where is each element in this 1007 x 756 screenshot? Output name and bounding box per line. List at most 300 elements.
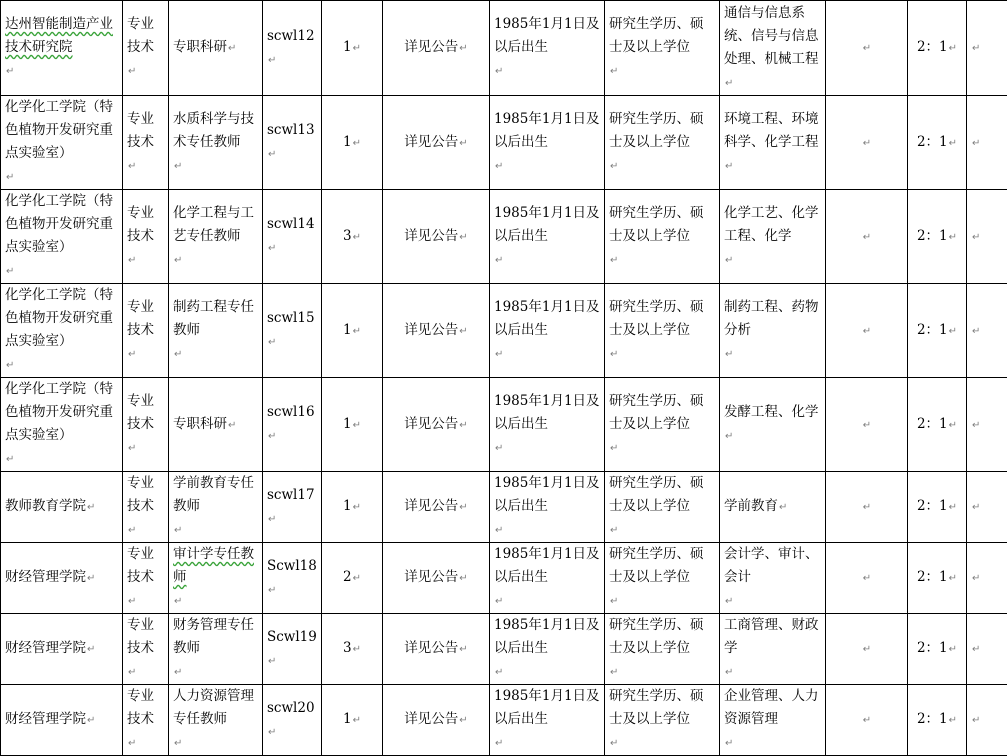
paragraph-mark-icon: ↵ [495, 443, 503, 454]
code-cell [263, 472, 322, 543]
paragraph-mark-icon: ↵ [863, 43, 871, 54]
count-cell [322, 472, 383, 543]
ratio-cell-text: 2：1 [917, 495, 948, 518]
paragraph-mark-icon: ↵ [87, 715, 95, 726]
paragraph-mark-icon: ↵ [972, 420, 980, 431]
category-cell-text: 专业技术 [127, 108, 164, 154]
paragraph-mark-icon: ↵ [972, 715, 980, 726]
age-cell-text: 详见公告 [404, 413, 458, 436]
unit-cell [1, 378, 123, 472]
position-cell-text: 专职科研 [173, 413, 227, 436]
position-cell [169, 96, 263, 190]
major-cell-text: 化学工艺、化学工程、化学 [724, 202, 821, 248]
education-cell-text: 研究生学历、硕士及以上学位 [609, 296, 715, 342]
major-cell [720, 378, 826, 472]
paragraph-mark-icon: ↵ [495, 255, 503, 266]
paragraph-mark-icon: ↵ [610, 443, 618, 454]
category-cell-text: 专业技术 [127, 543, 164, 589]
paragraph-mark-icon: ↵ [863, 138, 871, 149]
education-cell-text: 研究生学历、硕士及以上学位 [609, 685, 715, 731]
paragraph-mark-icon: ↵ [174, 596, 182, 607]
education-cell-text: 研究生学历、硕士及以上学位 [609, 108, 715, 154]
paragraph-mark-icon: ↵ [459, 502, 467, 513]
paragraph-mark-icon: ↵ [268, 55, 276, 66]
paragraph-mark-icon: ↵ [353, 138, 361, 149]
age-cell-text: 详见公告 [404, 36, 458, 59]
position-cell-text: 化学工程与工艺专任教师 [173, 202, 258, 248]
paragraph-mark-icon: ↵ [972, 502, 980, 513]
ratio-cell [908, 190, 967, 284]
paragraph-mark-icon: ↵ [863, 502, 871, 513]
category-cell [123, 190, 169, 284]
note-cell [967, 1, 1007, 96]
paragraph-mark-icon: ↵ [495, 525, 503, 536]
code-cell-text: Scwl19 [267, 626, 317, 649]
major-cell-text: 工商管理、财政学 [724, 614, 821, 660]
paragraph-mark-icon: ↵ [610, 255, 618, 266]
category-cell [123, 1, 169, 96]
position-cell [169, 190, 263, 284]
age-cell [383, 284, 490, 378]
major-cell-text: 发酵工程、化学 [724, 401, 819, 424]
age-cell-text: 详见公告 [404, 131, 458, 154]
paragraph-mark-icon: ↵ [949, 232, 957, 243]
age-cell [383, 378, 490, 472]
birth-cell [490, 96, 605, 190]
education-cell [605, 378, 720, 472]
birth-cell [490, 190, 605, 284]
count-cell-text: 1 [343, 708, 352, 731]
note-cell [967, 96, 1007, 190]
birth-cell-text: 1985年1月1日及以后出生 [494, 472, 600, 518]
count-cell-text: 1 [343, 495, 352, 518]
unit-cell-text: 化学化工学院（特色植物开发研究重点实验室） [5, 190, 118, 259]
paragraph-mark-icon: ↵ [863, 326, 871, 337]
paragraph-mark-icon: ↵ [174, 525, 182, 536]
category-cell [123, 685, 169, 756]
count-cell [322, 378, 383, 472]
paragraph-mark-icon: ↵ [459, 573, 467, 584]
paragraph-mark-icon: ↵ [863, 420, 871, 431]
table-row [1, 190, 1007, 284]
code-cell [263, 1, 322, 96]
paragraph-mark-icon: ↵ [128, 525, 136, 536]
position-cell [169, 1, 263, 96]
code-cell-text: scwl14 [267, 213, 315, 236]
paragraph-mark-icon: ↵ [6, 66, 14, 77]
code-cell-text: scwl12 [267, 25, 315, 48]
category-cell-text: 专业技术 [127, 472, 164, 518]
major-cell-text: 通信与信息系统、信号与信息处理、机械工程 [724, 2, 821, 71]
paragraph-mark-icon: ↵ [610, 738, 618, 749]
ratio-cell [908, 472, 967, 543]
paragraph-mark-icon: ↵ [174, 161, 182, 172]
position-cell [169, 284, 263, 378]
birth-cell [490, 543, 605, 614]
table-body [1, 1, 1007, 756]
paragraph-mark-icon: ↵ [949, 326, 957, 337]
count-cell-text: 1 [343, 319, 352, 342]
note-cell [967, 378, 1007, 472]
paragraph-mark-icon: ↵ [972, 232, 980, 243]
education-cell-text: 研究生学历、硕士及以上学位 [609, 614, 715, 660]
count-cell-text: 3 [343, 637, 352, 660]
major-cell [720, 614, 826, 685]
paragraph-mark-icon: ↵ [268, 585, 276, 596]
birth-cell [490, 1, 605, 96]
major-cell-text: 会计学、审计、会计 [724, 543, 821, 589]
paragraph-mark-icon: ↵ [863, 573, 871, 584]
birth-cell-text: 1985年1月1日及以后出生 [494, 13, 600, 59]
birth-cell [490, 685, 605, 756]
paragraph-mark-icon: ↵ [495, 161, 503, 172]
ratio-cell [908, 614, 967, 685]
position-cell [169, 685, 263, 756]
major-cell-text: 环境工程、环境科学、化学工程 [724, 108, 821, 154]
paragraph-mark-icon: ↵ [6, 360, 14, 371]
ratio-cell [908, 1, 967, 96]
unit-cell [1, 1, 123, 96]
paragraph-mark-icon: ↵ [459, 138, 467, 149]
count-cell [322, 614, 383, 685]
count-cell-text: 2 [343, 566, 352, 589]
ratio-cell-text: 2：1 [917, 225, 948, 248]
ratio-cell-text: 2：1 [917, 131, 948, 154]
unit-cell [1, 614, 123, 685]
category-cell [123, 284, 169, 378]
unit-cell [1, 685, 123, 756]
position-cell-text: 水质科学与技术专任教师 [173, 108, 258, 154]
code-cell [263, 685, 322, 756]
education-cell [605, 96, 720, 190]
other-cell [826, 96, 908, 190]
education-cell [605, 614, 720, 685]
paragraph-mark-icon: ↵ [459, 715, 467, 726]
paragraph-mark-icon: ↵ [949, 573, 957, 584]
category-cell-text: 专业技术 [127, 390, 164, 436]
table-row [1, 284, 1007, 378]
age-cell [383, 614, 490, 685]
unit-cell-text: 财经管理学院 [5, 637, 86, 660]
count-cell [322, 1, 383, 96]
birth-cell [490, 472, 605, 543]
paragraph-mark-icon: ↵ [725, 738, 733, 749]
position-cell-text: 制药工程专任教师 [173, 296, 258, 342]
paragraph-mark-icon: ↵ [725, 161, 733, 172]
unit-cell-text: 财经管理学院 [5, 566, 86, 589]
code-cell [263, 96, 322, 190]
unit-cell [1, 543, 123, 614]
paragraph-mark-icon: ↵ [268, 337, 276, 348]
paragraph-mark-icon: ↵ [268, 431, 276, 442]
category-cell [123, 472, 169, 543]
position-cell-text: 审计学专任教师 [173, 543, 258, 589]
other-cell [826, 190, 908, 284]
paragraph-mark-icon: ↵ [610, 596, 618, 607]
paragraph-mark-icon: ↵ [459, 644, 467, 655]
note-cell [967, 284, 1007, 378]
paragraph-mark-icon: ↵ [128, 161, 136, 172]
paragraph-mark-icon: ↵ [353, 715, 361, 726]
position-cell-text: 学前教育专任教师 [173, 472, 258, 518]
major-cell [720, 190, 826, 284]
count-cell [322, 190, 383, 284]
major-cell [720, 96, 826, 190]
count-cell [322, 284, 383, 378]
age-cell [383, 472, 490, 543]
paragraph-mark-icon: ↵ [128, 596, 136, 607]
paragraph-mark-icon: ↵ [128, 443, 136, 454]
count-cell [322, 685, 383, 756]
birth-cell-text: 1985年1月1日及以后出生 [494, 202, 600, 248]
count-cell [322, 96, 383, 190]
education-cell [605, 190, 720, 284]
paragraph-mark-icon: ↵ [972, 326, 980, 337]
paragraph-mark-icon: ↵ [268, 149, 276, 160]
other-cell [826, 543, 908, 614]
count-cell-text: 1 [343, 413, 352, 436]
unit-cell [1, 472, 123, 543]
unit-cell-text: 化学化工学院（特色植物开发研究重点实验室） [5, 96, 118, 165]
code-cell [263, 614, 322, 685]
paragraph-mark-icon: ↵ [863, 715, 871, 726]
paragraph-mark-icon: ↵ [949, 138, 957, 149]
paragraph-mark-icon: ↵ [610, 161, 618, 172]
ratio-cell-text: 2：1 [917, 413, 948, 436]
table-row [1, 472, 1007, 543]
other-cell [826, 614, 908, 685]
paragraph-mark-icon: ↵ [128, 349, 136, 360]
paragraph-mark-icon: ↵ [128, 738, 136, 749]
paragraph-mark-icon: ↵ [353, 232, 361, 243]
education-cell [605, 284, 720, 378]
major-cell-text: 学前教育 [724, 495, 778, 518]
code-cell-text: scwl15 [267, 307, 315, 330]
paragraph-mark-icon: ↵ [353, 420, 361, 431]
education-cell-text: 研究生学历、硕士及以上学位 [609, 543, 715, 589]
paragraph-mark-icon: ↵ [174, 349, 182, 360]
age-cell [383, 543, 490, 614]
position-cell [169, 543, 263, 614]
education-cell-text: 研究生学历、硕士及以上学位 [609, 472, 715, 518]
birth-cell-text: 1985年1月1日及以后出生 [494, 108, 600, 154]
category-cell-text: 专业技术 [127, 685, 164, 731]
paragraph-mark-icon: ↵ [353, 644, 361, 655]
position-cell [169, 378, 263, 472]
ratio-cell-text: 2：1 [917, 36, 948, 59]
paragraph-mark-icon: ↵ [495, 738, 503, 749]
paragraph-mark-icon: ↵ [268, 243, 276, 254]
paragraph-mark-icon: ↵ [459, 43, 467, 54]
paragraph-mark-icon: ↵ [972, 138, 980, 149]
unit-cell [1, 284, 123, 378]
ratio-cell [908, 378, 967, 472]
code-cell-text: scwl13 [267, 119, 315, 142]
paragraph-mark-icon: ↵ [610, 525, 618, 536]
age-cell-text: 详见公告 [404, 225, 458, 248]
position-cell-text: 财务管理专任教师 [173, 614, 258, 660]
birth-cell-text: 1985年1月1日及以后出生 [494, 390, 600, 436]
paragraph-mark-icon: ↵ [228, 43, 236, 54]
count-cell-text: 1 [343, 36, 352, 59]
paragraph-mark-icon: ↵ [128, 66, 136, 77]
paragraph-mark-icon: ↵ [949, 502, 957, 513]
paragraph-mark-icon: ↵ [6, 266, 14, 277]
paragraph-mark-icon: ↵ [610, 66, 618, 77]
paragraph-mark-icon: ↵ [725, 431, 733, 442]
major-cell [720, 685, 826, 756]
paragraph-mark-icon: ↵ [459, 326, 467, 337]
paragraph-mark-icon: ↵ [6, 454, 14, 465]
education-cell-text: 研究生学历、硕士及以上学位 [609, 13, 715, 59]
paragraph-mark-icon: ↵ [87, 644, 95, 655]
birth-cell-text: 1985年1月1日及以后出生 [494, 614, 600, 660]
paragraph-mark-icon: ↵ [949, 715, 957, 726]
count-cell-text: 3 [343, 225, 352, 248]
paragraph-mark-icon: ↵ [268, 514, 276, 525]
paragraph-mark-icon: ↵ [128, 255, 136, 266]
paragraph-mark-icon: ↵ [353, 573, 361, 584]
paragraph-mark-icon: ↵ [459, 232, 467, 243]
paragraph-mark-icon: ↵ [6, 172, 14, 183]
code-cell [263, 378, 322, 472]
education-cell-text: 研究生学历、硕士及以上学位 [609, 202, 715, 248]
education-cell [605, 543, 720, 614]
age-cell-text: 详见公告 [404, 319, 458, 342]
code-cell-text: scwl16 [267, 401, 315, 424]
paragraph-mark-icon: ↵ [725, 667, 733, 678]
table-row [1, 685, 1007, 756]
unit-cell-text: 财经管理学院 [5, 708, 86, 731]
table-row [1, 378, 1007, 472]
paragraph-mark-icon: ↵ [353, 502, 361, 513]
category-cell [123, 96, 169, 190]
age-cell-text: 详见公告 [404, 566, 458, 589]
position-cell [169, 614, 263, 685]
age-cell-text: 详见公告 [404, 708, 458, 731]
paragraph-mark-icon: ↵ [174, 738, 182, 749]
major-cell-text: 制药工程、药物分析 [724, 296, 821, 342]
paragraph-mark-icon: ↵ [972, 43, 980, 54]
age-cell [383, 96, 490, 190]
paragraph-mark-icon: ↵ [228, 420, 236, 431]
other-cell [826, 685, 908, 756]
major-cell [720, 543, 826, 614]
ratio-cell [908, 685, 967, 756]
code-cell [263, 284, 322, 378]
code-cell [263, 190, 322, 284]
paragraph-mark-icon: ↵ [610, 349, 618, 360]
paragraph-mark-icon: ↵ [949, 644, 957, 655]
ratio-cell-text: 2：1 [917, 566, 948, 589]
paragraph-mark-icon: ↵ [495, 66, 503, 77]
age-cell-text: 详见公告 [404, 637, 458, 660]
ratio-cell [908, 284, 967, 378]
paragraph-mark-icon: ↵ [972, 573, 980, 584]
paragraph-mark-icon: ↵ [268, 727, 276, 738]
category-cell [123, 543, 169, 614]
count-cell-text: 1 [343, 131, 352, 154]
birth-cell-text: 1985年1月1日及以后出生 [494, 685, 600, 731]
table-row [1, 1, 1007, 96]
paragraph-mark-icon: ↵ [353, 326, 361, 337]
paragraph-mark-icon: ↵ [495, 667, 503, 678]
table-row [1, 96, 1007, 190]
paragraph-mark-icon: ↵ [174, 667, 182, 678]
code-cell-text: scwl20 [267, 697, 315, 720]
unit-cell [1, 96, 123, 190]
category-cell-text: 专业技术 [127, 296, 164, 342]
code-cell [263, 543, 322, 614]
category-cell [123, 614, 169, 685]
education-cell-text: 研究生学历、硕士及以上学位 [609, 390, 715, 436]
note-cell [967, 614, 1007, 685]
paragraph-mark-icon: ↵ [87, 573, 95, 584]
category-cell-text: 专业技术 [127, 614, 164, 660]
ratio-cell-text: 2：1 [917, 637, 948, 660]
major-cell [720, 472, 826, 543]
category-cell-text: 专业技术 [127, 13, 164, 59]
ratio-cell [908, 543, 967, 614]
ratio-cell-text: 2：1 [917, 319, 948, 342]
paragraph-mark-icon: ↵ [725, 78, 733, 89]
birth-cell-text: 1985年1月1日及以后出生 [494, 296, 600, 342]
major-cell [720, 1, 826, 96]
unit-cell-text: 化学化工学院（特色植物开发研究重点实验室） [5, 284, 118, 353]
paragraph-mark-icon: ↵ [779, 502, 787, 513]
birth-cell [490, 378, 605, 472]
age-cell [383, 685, 490, 756]
other-cell [826, 284, 908, 378]
other-cell [826, 472, 908, 543]
birth-cell [490, 614, 605, 685]
ratio-cell-text: 2：1 [917, 708, 948, 731]
unit-cell [1, 190, 123, 284]
paragraph-mark-icon: ↵ [949, 420, 957, 431]
paragraph-mark-icon: ↵ [949, 43, 957, 54]
position-cell-text: 专职科研 [173, 36, 227, 59]
age-cell [383, 190, 490, 284]
unit-cell-text: 达州智能制造产业技术研究院 [5, 13, 118, 59]
paragraph-mark-icon: ↵ [972, 644, 980, 655]
position-cell [169, 472, 263, 543]
major-cell-text: 企业管理、人力资源管理 [724, 685, 821, 731]
paragraph-mark-icon: ↵ [725, 596, 733, 607]
paragraph-mark-icon: ↵ [725, 255, 733, 266]
paragraph-mark-icon: ↵ [128, 667, 136, 678]
paragraph-mark-icon: ↵ [87, 502, 95, 513]
unit-cell-text: 化学化工学院（特色植物开发研究重点实验室） [5, 378, 118, 447]
paragraph-mark-icon: ↵ [353, 43, 361, 54]
note-cell [967, 685, 1007, 756]
note-cell [967, 472, 1007, 543]
education-cell [605, 1, 720, 96]
category-cell [123, 378, 169, 472]
birth-cell-text: 1985年1月1日及以后出生 [494, 543, 600, 589]
education-cell [605, 685, 720, 756]
paragraph-mark-icon: ↵ [863, 644, 871, 655]
note-cell [967, 543, 1007, 614]
other-cell [826, 378, 908, 472]
position-cell-text: 人力资源管理专任教师 [173, 685, 258, 731]
note-cell [967, 190, 1007, 284]
paragraph-mark-icon: ↵ [174, 255, 182, 266]
paragraph-mark-icon: ↵ [495, 349, 503, 360]
count-cell [322, 543, 383, 614]
education-cell [605, 472, 720, 543]
paragraph-mark-icon: ↵ [268, 656, 276, 667]
unit-cell-text: 教师教育学院 [5, 495, 86, 518]
